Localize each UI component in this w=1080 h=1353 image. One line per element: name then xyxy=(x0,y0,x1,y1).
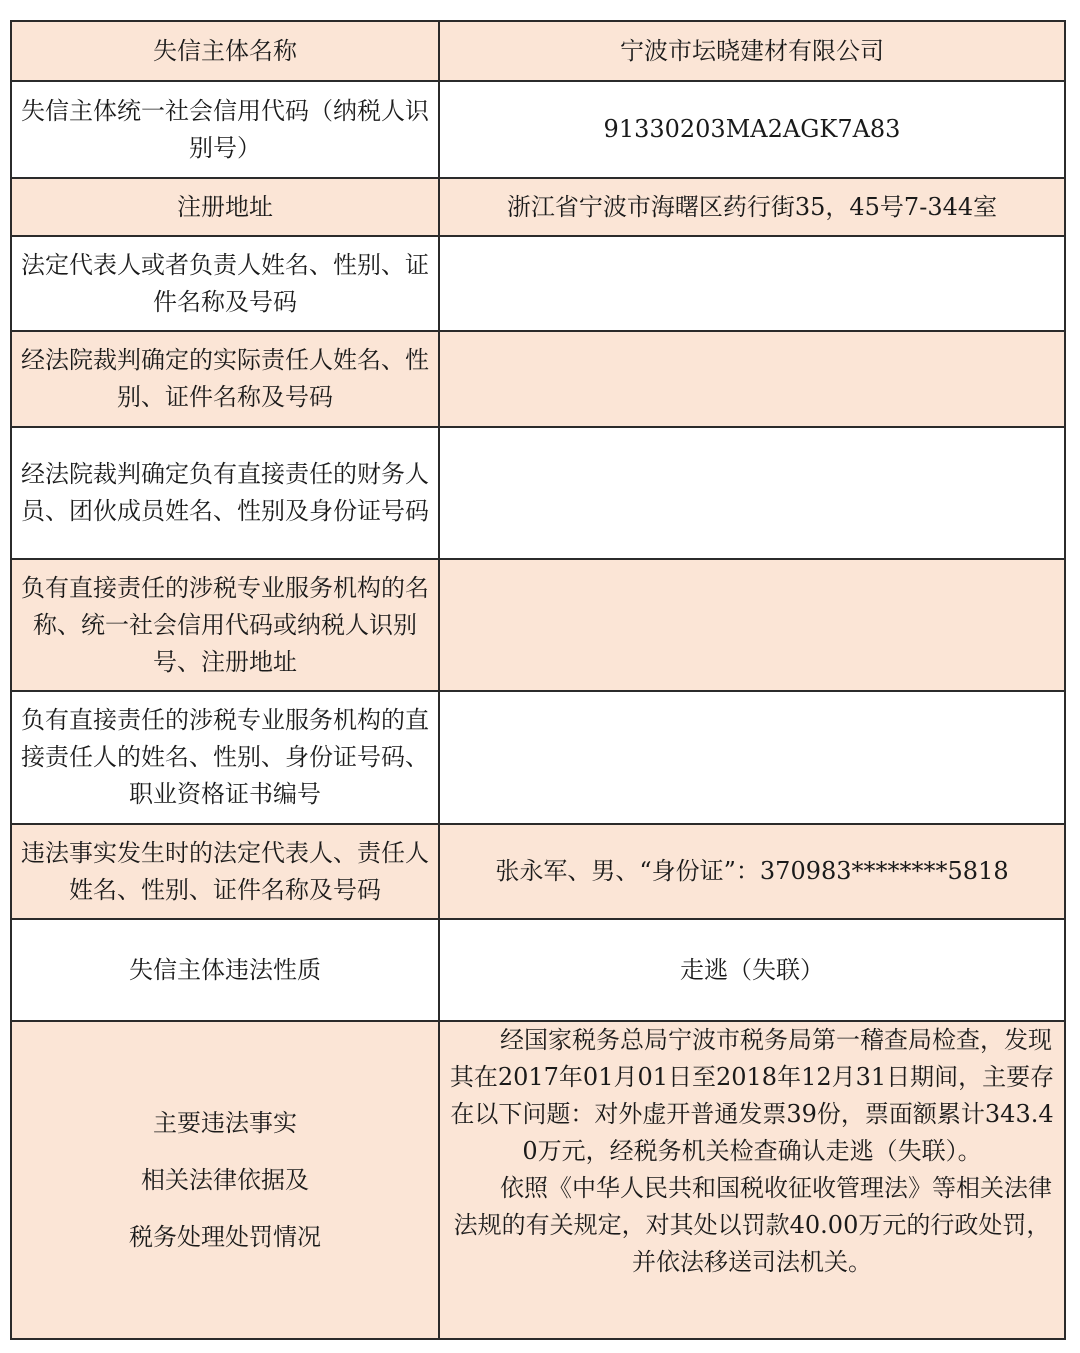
row-value xyxy=(439,691,1065,824)
row-label: 失信主体违法性质 xyxy=(11,919,439,1021)
row-value: 张永军、男、“身份证”：370983********5818 xyxy=(439,824,1065,919)
row-value xyxy=(439,559,1065,691)
table-row xyxy=(11,919,1065,1021)
table-row xyxy=(11,1021,1065,1339)
table-row xyxy=(11,559,1065,691)
row-label: 违法事实发生时的法定代表人、责任人姓名、性别、证件名称及号码 xyxy=(11,824,439,919)
table-row xyxy=(11,236,1065,331)
row-label: 负有直接责任的涉税专业服务机构的名称、统一社会信用代码或纳税人识别号、注册地址 xyxy=(11,559,439,691)
row-value xyxy=(439,331,1065,427)
table-row xyxy=(11,427,1065,559)
paragraph-facts: 经国家税务总局宁波市税务局第一稽查局检查，发现其在2017年01月01日至2018年12月31日期间，主要存在以下问题：对外虚开普通发票39份，票面额累计343.40万元，经税务机关检查确认走逃（失联）。 xyxy=(449,1026,1055,1165)
row-label xyxy=(11,1021,439,1339)
label-line: 税务处理处罚情况 xyxy=(129,1222,321,1251)
row-label: 注册地址 xyxy=(11,178,439,236)
table-row xyxy=(11,331,1065,427)
row-label: 经法院裁判确定的实际责任人姓名、性别、证件名称及号码 xyxy=(11,331,439,427)
row-label: 负有直接责任的涉税专业服务机构的直接责任人的姓名、性别、身份证号码、职业资格证书编号 xyxy=(11,691,439,824)
row-value: 走逃（失联） xyxy=(439,919,1065,1021)
row-value: 91330203MA2AGK7A83 xyxy=(439,81,1065,178)
table-row xyxy=(11,178,1065,236)
label-line: 主要违法事实 xyxy=(153,1108,297,1137)
taxpayer-info-table xyxy=(10,20,1066,1340)
paragraph-penalty: 依照《中华人民共和国税收征收管理法》等相关法律法规的有关规定，对其处以罚款40.00万元的行政处罚，并依法移送司法机关。 xyxy=(453,1174,1052,1276)
row-value: 宁波市坛晓建材有限公司 xyxy=(439,21,1065,81)
table-row xyxy=(11,824,1065,919)
table-row xyxy=(11,691,1065,824)
table-row xyxy=(11,21,1065,81)
row-value xyxy=(439,1021,1065,1339)
row-label: 经法院裁判确定负有直接责任的财务人员、团伙成员姓名、性别及身份证号码 xyxy=(11,427,439,559)
row-label: 失信主体名称 xyxy=(11,21,439,81)
row-label: 法定代表人或者负责人姓名、性别、证件名称及号码 xyxy=(11,236,439,331)
row-label: 失信主体统一社会信用代码（纳税人识别号） xyxy=(11,81,439,178)
row-value: 浙江省宁波市海曙区药行街35，45号7-344室 xyxy=(439,178,1065,236)
label-line: 相关法律依据及 xyxy=(141,1165,309,1194)
table-row xyxy=(11,81,1065,178)
row-value xyxy=(439,236,1065,331)
row-value xyxy=(439,427,1065,559)
